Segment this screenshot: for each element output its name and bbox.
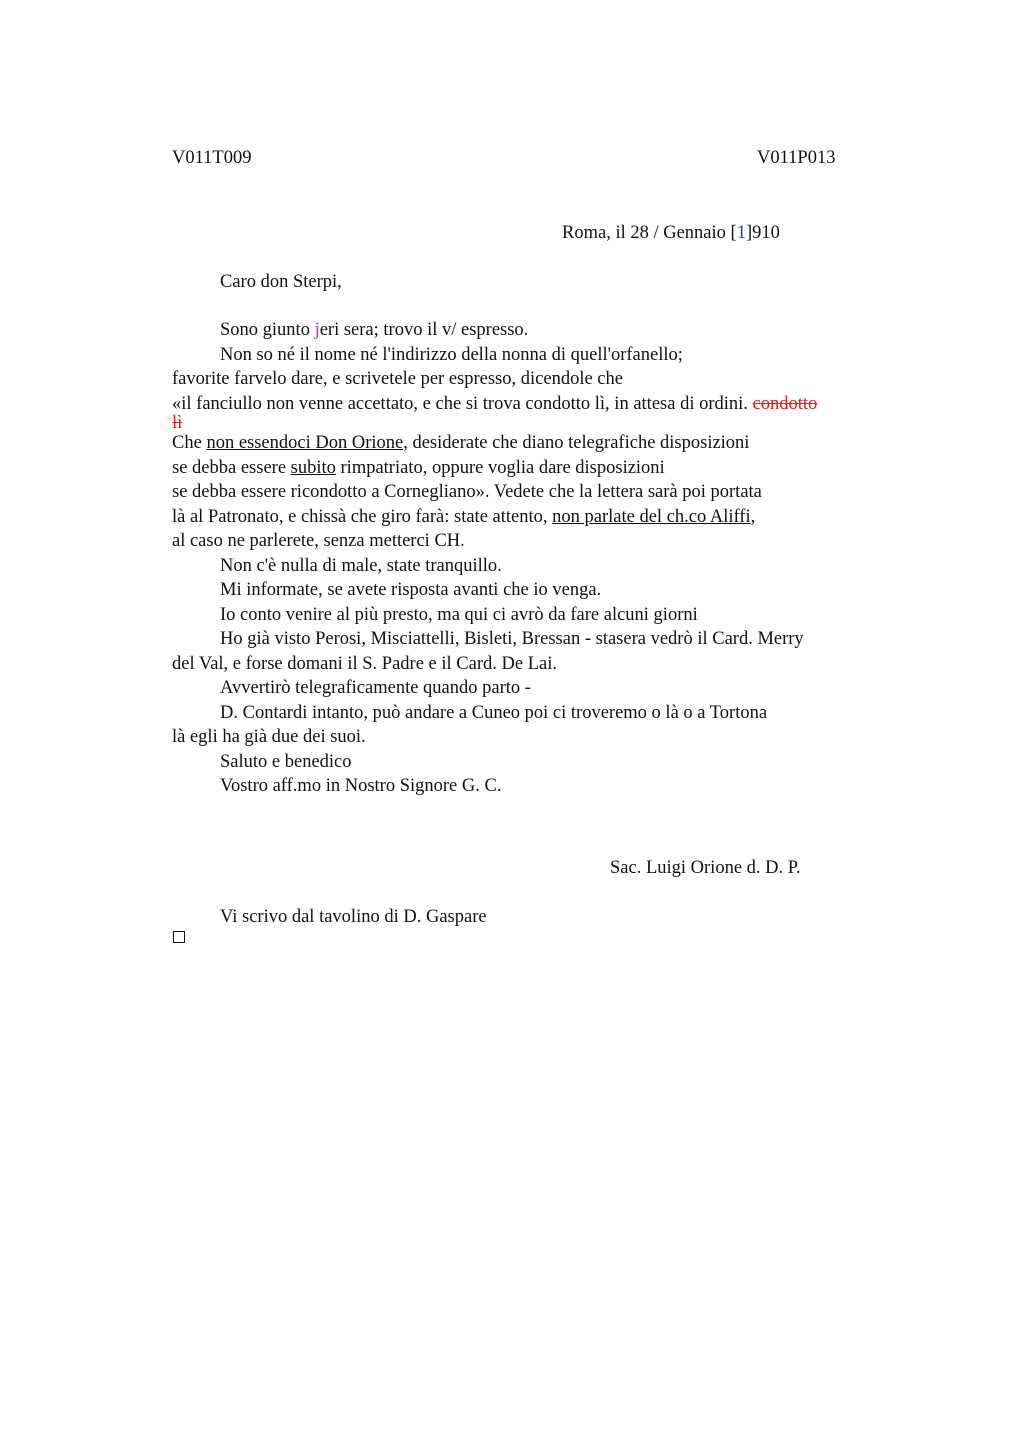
letter-body [172,318,912,799]
text-segment: , desiderate che diano telegrafiche disposizioni [403,433,750,453]
document-code-right: V011P013 [757,148,836,168]
text-segment: Sono giunto [220,320,315,340]
body-line: là egli ha già due dei suoi. [172,727,366,747]
salutation: Caro don Sterpi, [220,272,342,292]
document-code-left: V011T009 [172,148,252,168]
underlined-text: non parlate del ch.co Aliffi [552,506,751,527]
body-line: Ho già visto Perosi, Misciattelli, Bisleti, Bressan - stasera vedrò il Card. Merry [220,629,804,649]
postscript: Vi scrivo dal tavolino di D. Gaspare [220,907,487,927]
text-segment: eri sera; trovo il v/ espresso. [319,320,529,340]
body-line: Vostro aff.mo in Nostro Signore G. C. [220,776,502,796]
body-line [172,318,912,343]
date-editorial-digit: 1 [736,223,746,243]
body-line: Non c'è nulla di male, state tranquillo. [220,555,502,576]
body-line: Saluto e benedico [220,751,352,772]
deleted-text: condotto [752,393,818,414]
body-line: Non so né il nome né l'indirizzo della nonna di quell'orfanello; [220,344,683,365]
body-line: Mi informate, se avete risposta avanti che io venga. [220,580,602,600]
underlined-text: non essendoci Don Orione [206,433,404,453]
body-line: favorite farvelo dare, e scrivetele per espresso, dicendole che [172,369,623,389]
date-suffix: ]910 [745,223,780,243]
text-segment: se debba essere [172,457,291,478]
text-segment: , [750,506,756,527]
body-line [172,413,912,433]
body-line [172,456,912,481]
underlined-text: subito [290,457,336,478]
body-line: D. Contardi intanto, può andare a Cuneo poi ci troveremo o là o a Tortona [220,702,768,723]
body-line [172,505,912,530]
body-line [172,431,912,456]
text-segment: «il fanciullo non venne accettato, e che si trova condotto lì, in attesa di ordini. [172,393,753,414]
date-line [562,221,780,245]
text-segment: là al Patronato, e chissà che giro farà: state attento, [172,506,553,527]
body-line [172,392,912,417]
text-segment: Che [172,433,207,453]
signature: Sac. Luigi Orione d. D. P. [610,858,801,878]
body-line: al caso ne parlerete, senza metterci CH. [172,531,465,551]
editorial-letter: j [314,320,320,340]
deleted-text: lì [172,413,183,433]
body-line: Io conto venire al più presto, ma qui ci avrò da fare alcuni giorni [220,604,698,625]
date-prefix: Roma, il 28 / Gennaio [ [562,223,737,243]
body-line: se debba essere ricondotto a Cornegliano». Vedete che la lettera sarà poi portata [172,482,762,502]
body-line: Avvertirò telegraficamente quando parto - [220,678,531,698]
text-segment: rimpatriato, oppure voglia dare disposizioni [335,457,665,478]
end-mark-box [173,931,185,943]
body-line: del Val, e forse domani il S. Padre e il Card. De Lai. [172,653,557,674]
